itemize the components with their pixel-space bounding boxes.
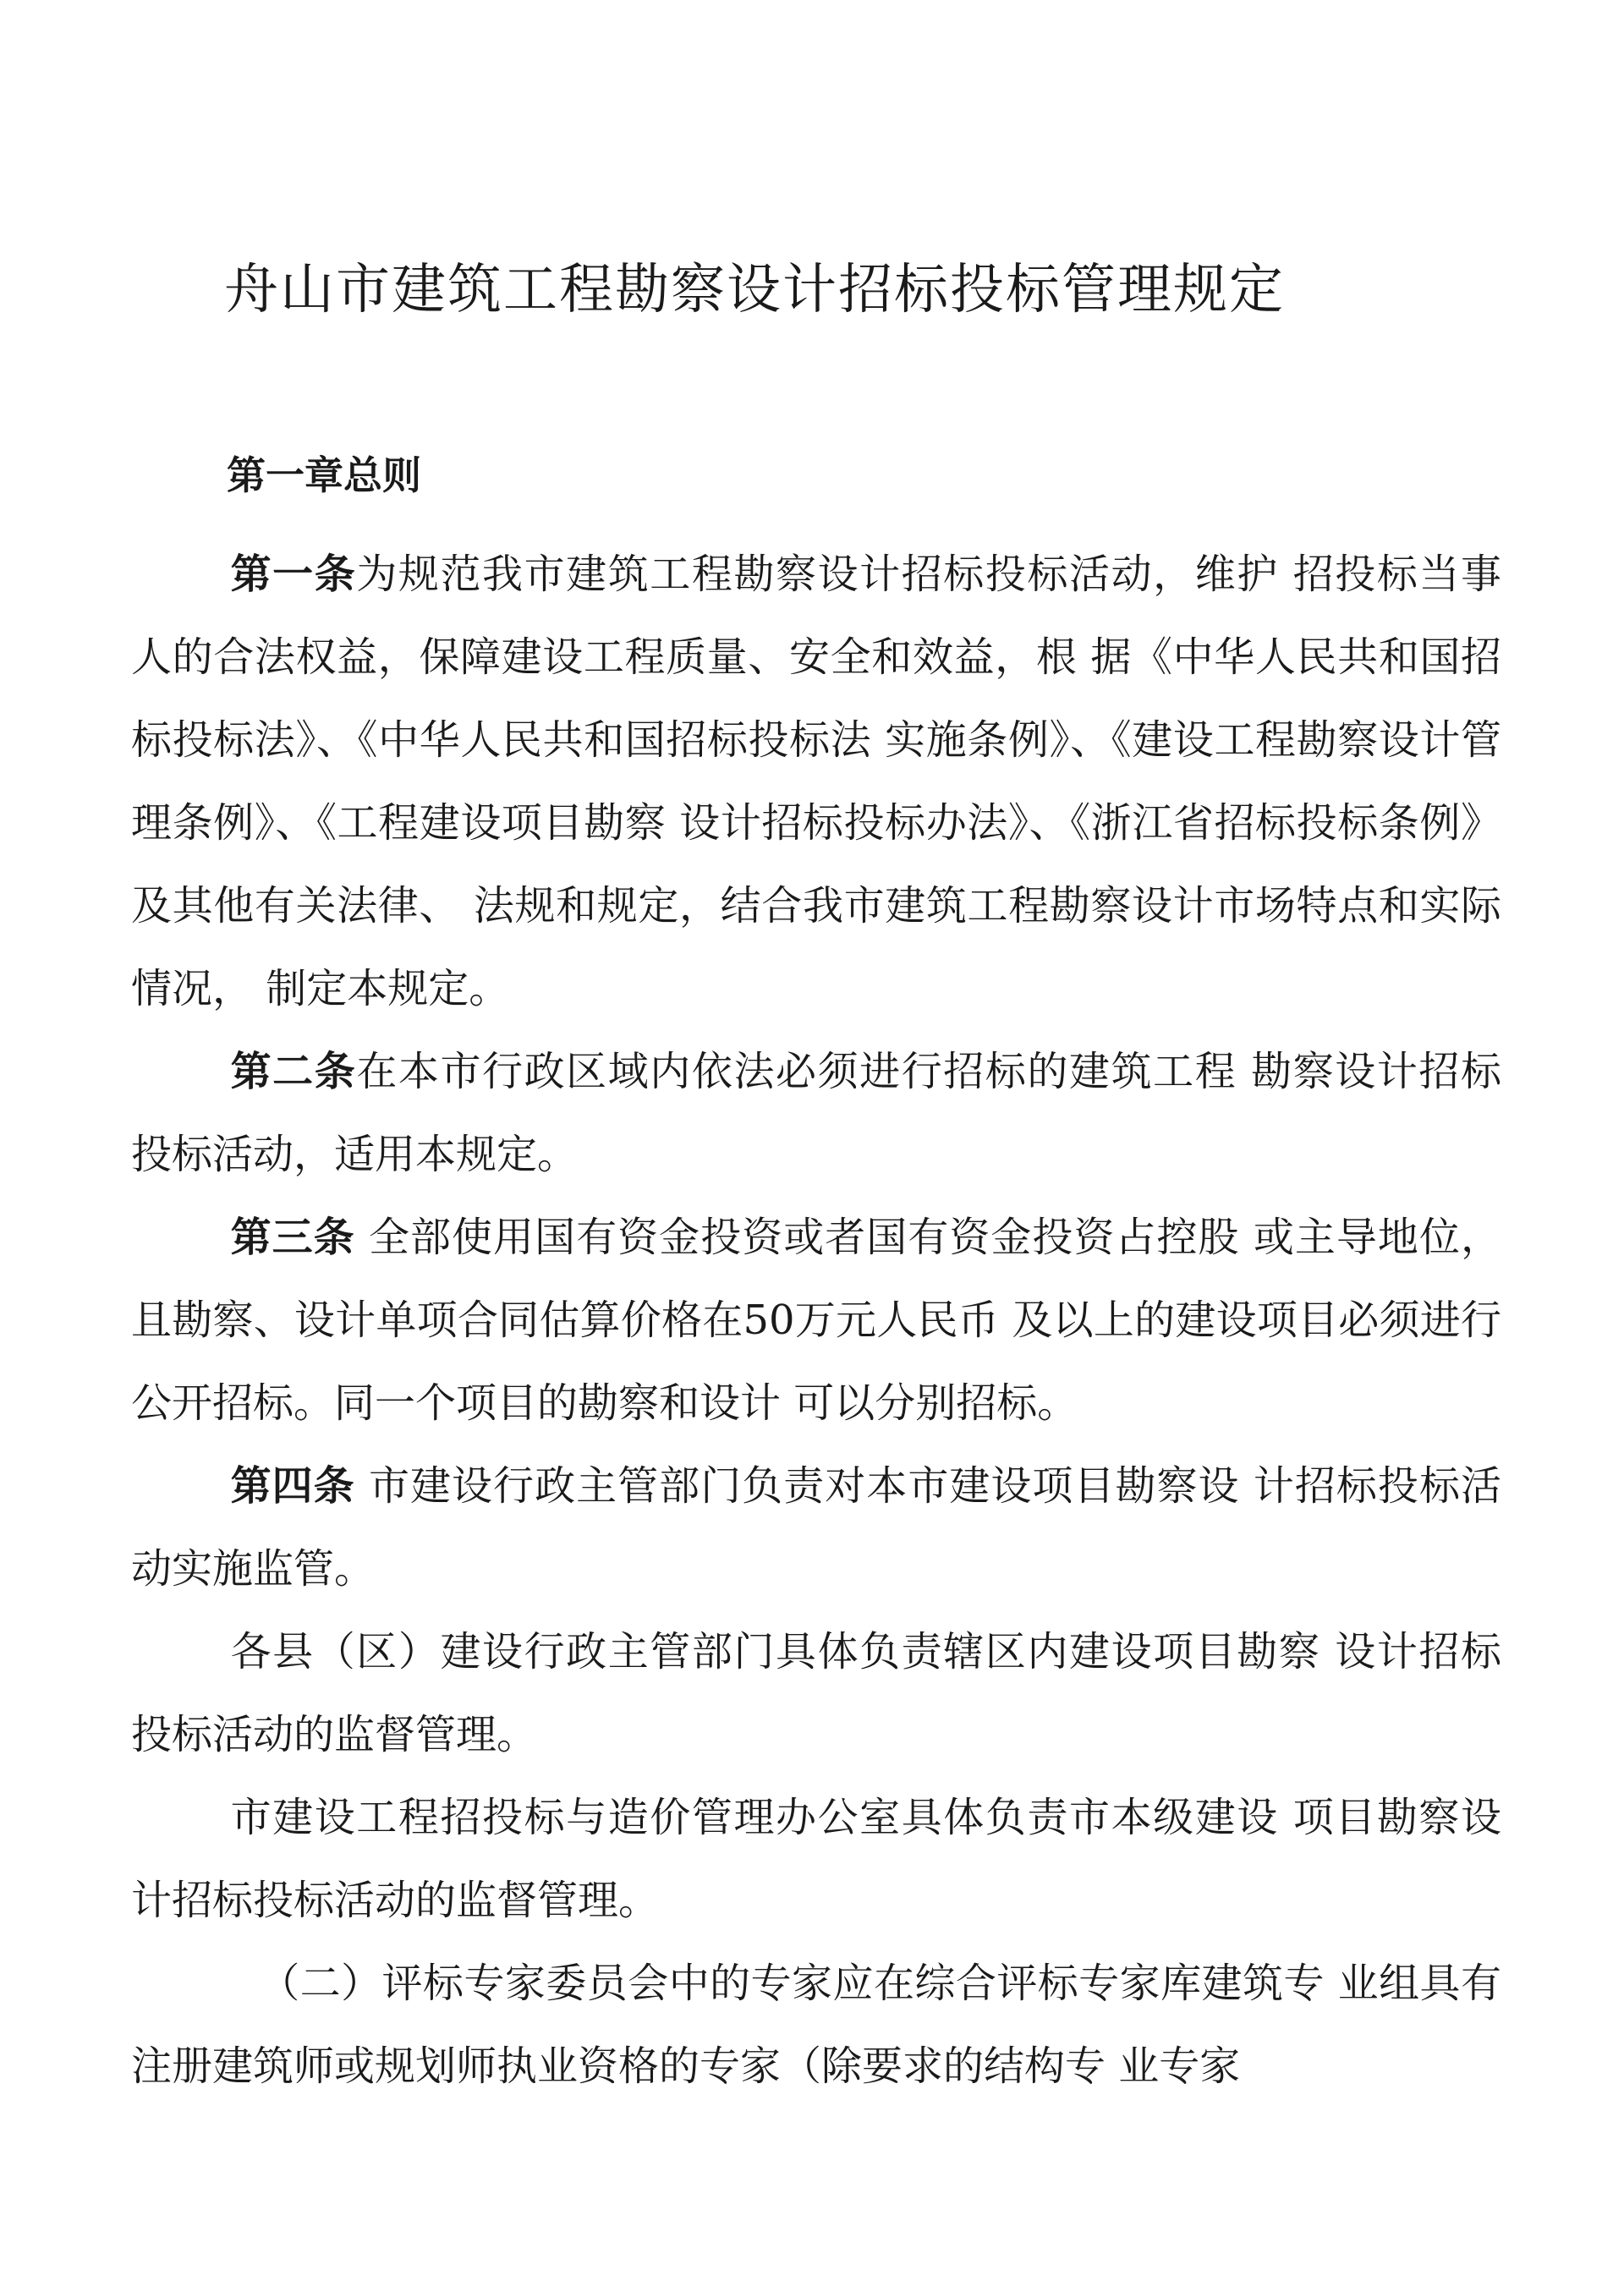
city-office-paragraph — [131, 1776, 1501, 1942]
article-number: 第四条 — [230, 1462, 355, 1510]
document-title: 舟山市建筑工程勘察设计招标投标管理规定 — [224, 259, 1285, 321]
paragraph-text: （二）评标专家委员会中的专家应在综合评标专家库建筑专 业组具有注册建筑师或规划师执业资格的专家（除要求的结构专 业专家 — [131, 1960, 1501, 2090]
article-3-paragraph — [131, 1196, 1501, 1445]
article-4-paragraph — [131, 1445, 1501, 1610]
county-supervision-paragraph — [131, 1610, 1501, 1776]
article-number: 第二条 — [230, 1048, 357, 1095]
article-text: 市建设行政主管部门负责对本市建设项目勘察设 计招标投标活动实施监管。 — [131, 1462, 1501, 1593]
article-text: 为规范我市建筑工程勘察设计招标投标活动，维护 招投标当事人的合法权益，保障建设工程质量、安全和效益，根 据《中华人民共和国招标投标法》、《中华人民共和国招标投标法 实施条例》、《建设工程勘察设计管理条例》、《工程建设项目勘察 设计招标投标办法》、《浙江省招标投标条例》及其他有关法律、 法规和规定，结合我市建筑工程勘察设计市场特点和实际情况， 制定本规定。 — [131, 551, 1501, 1012]
chapter-heading: 第一章总则 — [227, 452, 421, 498]
article-number: 第一条 — [230, 551, 357, 598]
paragraph-text: 市建设工程招投标与造价管理办公室具体负责市本级建设 项目勘察设计招标投标活动的监督管理。 — [131, 1794, 1501, 1924]
article-1-paragraph — [131, 533, 1501, 1030]
document-body — [131, 533, 1501, 2108]
article-number: 第三条 — [230, 1214, 355, 1261]
article-2-paragraph — [131, 1030, 1501, 1196]
article-text: 在本市行政区域内依法必须进行招标的建筑工程 勘察设计招标投标活动，适用本规定。 — [131, 1048, 1501, 1178]
paragraph-text: 各县（区）建设行政主管部门具体负责辖区内建设项目勘察 设计招标投标活动的监督管理。 — [131, 1628, 1501, 1758]
article-text: 全部使用国有资金投资或者国有资金投资占控股 或主导地位，且勘察、设计单项合同估算价格在50万元人民币 及以上的建设项目必须进行公开招标。同一个项目的勘察和设计 可以分别招标。 — [131, 1214, 1501, 1427]
expert-committee-paragraph — [131, 1942, 1501, 2108]
